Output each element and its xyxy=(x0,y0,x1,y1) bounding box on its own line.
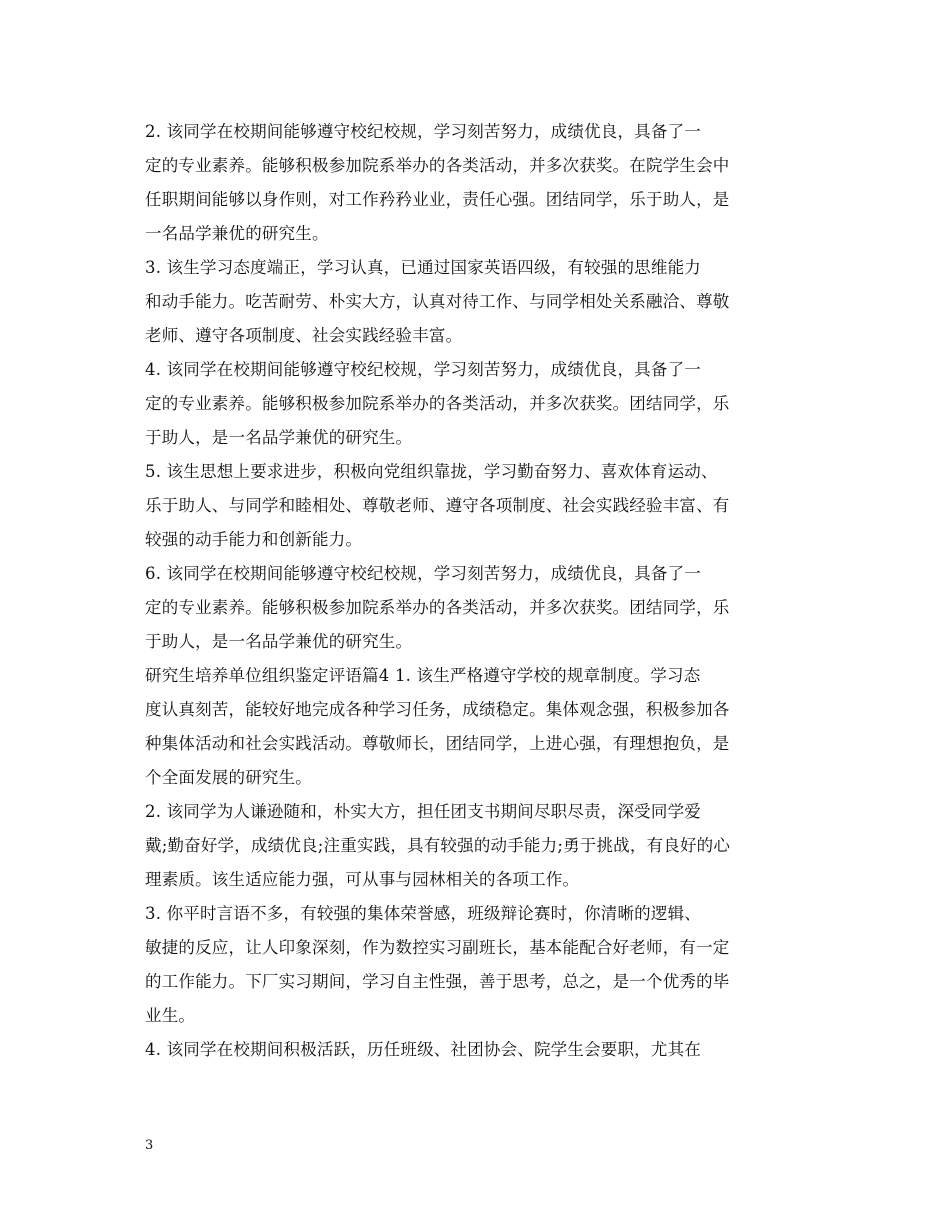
text-line: 2. 该同学在校期间能够遵守校纪校规，学习刻苦努力，成绩优良，具备了一 xyxy=(145,122,701,141)
text-line: 定的专业素养。能够积极参加院系举办的各类活动，并多次获奖。团结同学，乐 xyxy=(145,598,730,617)
text-line: 定的专业素养。能够积极参加院系举办的各类活动，并多次获奖。在院学生会中 xyxy=(145,156,730,175)
section-heading-line: 研究生培养单位组织鉴定评语篇4 1. 该生严格遵守学校的规章制度。学习态 xyxy=(145,666,701,685)
text-line: 度认真刻苦，能较好地完成各种学习任务，成绩稳定。集体观念强，积极参加各 xyxy=(145,700,730,719)
text-line: 一名品学兼优的研究生。 xyxy=(145,224,329,243)
text-line: 定的专业素养。能够积极参加院系举办的各类活动，并多次获奖。团结同学，乐 xyxy=(145,394,730,413)
text-line: 敏捷的反应，让人印象深刻，作为数控实习副班长，基本能配合好老师，有一定 xyxy=(145,938,730,957)
text-line: 于助人，是一名品学兼优的研究生。 xyxy=(145,632,413,651)
text-line: 业生。 xyxy=(145,1006,196,1025)
text-line: 老师、遵守各项制度、社会实践经验丰富。 xyxy=(145,326,463,345)
text-line: 较强的动手能力和创新能力。 xyxy=(145,530,363,549)
text-line: 4. 该同学在校期间能够遵守校纪校规，学习刻苦努力，成绩优良，具备了一 xyxy=(145,360,701,379)
page-number: 3 xyxy=(145,1138,154,1153)
text-line: 3. 该生学习态度端正，学习认真，已通过国家英语四级，有较强的思维能力 xyxy=(145,258,701,277)
text-line: 4. 该同学在校期间积极活跃，历任班级、社团协会、院学生会要职，尤其在 xyxy=(145,1040,701,1059)
text-line: 6. 该同学在校期间能够遵守校纪校规，学习刻苦努力，成绩优良，具备了一 xyxy=(145,564,701,583)
text-line: 任职期间能够以身作则，对工作矜矜业业，责任心强。团结同学，乐于助人，是 xyxy=(145,190,730,209)
text-line: 的工作能力。下厂实习期间，学习自主性强，善于思考，总之，是一个优秀的毕 xyxy=(145,972,730,991)
text-line: 5. 该生思想上要求进步，积极向党组织靠拢，学习勤奋努力、喜欢体育运动、 xyxy=(145,462,718,481)
text-line: 和动手能力。吃苦耐劳、朴实大方，认真对待工作、与同学相处关系融洽、尊敬 xyxy=(145,292,730,311)
text-line: 个全面发展的研究生。 xyxy=(145,768,312,787)
text-line: 3. 你平时言语不多，有较强的集体荣誉感，班级辩论赛时，你清晰的逻辑、 xyxy=(145,904,701,923)
text-line: 于助人，是一名品学兼优的研究生。 xyxy=(145,428,413,447)
text-line: 乐于助人、与同学和睦相处、尊敬老师、遵守各项制度、社会实践经验丰富、有 xyxy=(145,496,730,515)
text-line: 2. 该同学为人谦逊随和，朴实大方，担任团支书期间尽职尽责，深受同学爱 xyxy=(145,802,701,821)
text-line: 种集体活动和社会实践活动。尊敬师长，团结同学，上进心强，有理想抱负，是 xyxy=(145,734,730,753)
text-line: 理素质。该生适应能力强，可从事与园林相关的各项工作。 xyxy=(145,870,580,889)
text-line: 戴;勤奋好学，成绩优良;注重实践，具有较强的动手能力;勇于挑战，有良好的心 xyxy=(145,836,731,855)
